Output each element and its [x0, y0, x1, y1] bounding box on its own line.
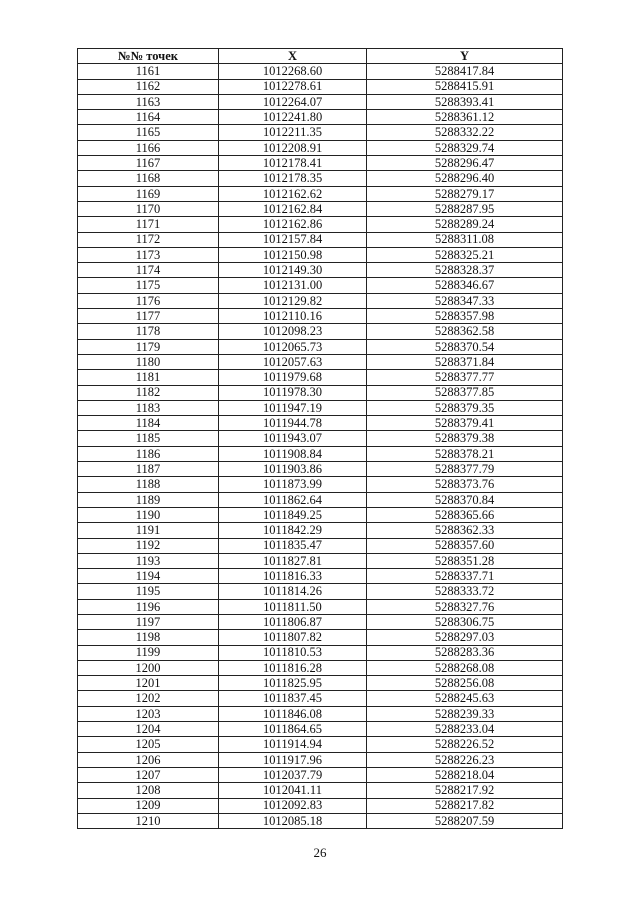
y-cell: 5288296.40 [367, 171, 563, 186]
y-cell: 5288362.58 [367, 324, 563, 339]
x-cell: 1011917.96 [219, 752, 367, 767]
point-number-cell: 1162 [78, 79, 219, 94]
y-cell: 5288357.98 [367, 309, 563, 324]
table-row [78, 584, 563, 599]
x-cell: 1012178.41 [219, 156, 367, 171]
table-row [78, 324, 563, 339]
point-number-cell: 1163 [78, 94, 219, 109]
y-cell: 5288217.82 [367, 798, 563, 813]
y-cell: 5288379.41 [367, 416, 563, 431]
x-cell: 1011811.50 [219, 599, 367, 614]
point-number-cell: 1196 [78, 599, 219, 614]
point-number-cell: 1173 [78, 247, 219, 262]
y-cell: 5288361.12 [367, 110, 563, 125]
table-row [78, 156, 563, 171]
point-number-cell: 1169 [78, 186, 219, 201]
x-cell: 1011814.26 [219, 584, 367, 599]
y-cell: 5288329.74 [367, 140, 563, 155]
point-number-cell: 1188 [78, 477, 219, 492]
y-cell: 5288377.85 [367, 385, 563, 400]
table-row [78, 431, 563, 446]
y-cell: 5288287.95 [367, 201, 563, 216]
point-number-cell: 1187 [78, 462, 219, 477]
point-number-cell: 1195 [78, 584, 219, 599]
y-cell: 5288297.03 [367, 630, 563, 645]
table-row [78, 171, 563, 186]
x-cell: 1011864.65 [219, 722, 367, 737]
y-cell: 5288325.21 [367, 247, 563, 262]
table-row [78, 813, 563, 828]
point-number-cell: 1186 [78, 446, 219, 461]
table-row [78, 722, 563, 737]
y-cell: 5288347.33 [367, 293, 563, 308]
x-cell: 1012241.80 [219, 110, 367, 125]
x-cell: 1011978.30 [219, 385, 367, 400]
point-number-cell: 1185 [78, 431, 219, 446]
point-number-cell: 1207 [78, 767, 219, 782]
table-row [78, 462, 563, 477]
point-number-cell: 1204 [78, 722, 219, 737]
point-number-cell: 1193 [78, 553, 219, 568]
point-number-cell: 1208 [78, 783, 219, 798]
x-cell: 1012131.00 [219, 278, 367, 293]
point-number-cell: 1179 [78, 339, 219, 354]
y-cell: 5288279.17 [367, 186, 563, 201]
table-row [78, 752, 563, 767]
x-cell: 1011816.28 [219, 660, 367, 675]
table-row [78, 416, 563, 431]
x-cell: 1011914.94 [219, 737, 367, 752]
y-cell: 5288351.28 [367, 553, 563, 568]
point-number-cell: 1176 [78, 293, 219, 308]
x-cell: 1012129.82 [219, 293, 367, 308]
point-number-cell: 1170 [78, 201, 219, 216]
x-cell: 1011947.19 [219, 400, 367, 415]
point-number-cell: 1167 [78, 156, 219, 171]
table-row [78, 660, 563, 675]
table-row [78, 706, 563, 721]
table-row [78, 507, 563, 522]
table-row [78, 477, 563, 492]
point-number-cell: 1209 [78, 798, 219, 813]
table-row [78, 523, 563, 538]
x-cell: 1011846.08 [219, 706, 367, 721]
point-number-cell: 1182 [78, 385, 219, 400]
x-cell: 1012162.62 [219, 186, 367, 201]
x-cell: 1011943.07 [219, 431, 367, 446]
x-cell: 1012092.83 [219, 798, 367, 813]
point-number-cell: 1164 [78, 110, 219, 125]
y-cell: 5288378.21 [367, 446, 563, 461]
y-cell: 5288218.04 [367, 767, 563, 782]
table-row [78, 676, 563, 691]
table-row [78, 538, 563, 553]
table-row [78, 737, 563, 752]
x-cell: 1011827.81 [219, 553, 367, 568]
point-number-cell: 1198 [78, 630, 219, 645]
table-row [78, 783, 563, 798]
point-number-cell: 1189 [78, 492, 219, 507]
point-number-cell: 1191 [78, 523, 219, 538]
table-row [78, 553, 563, 568]
x-cell: 1012208.91 [219, 140, 367, 155]
x-cell: 1012037.79 [219, 767, 367, 782]
x-cell: 1012211.35 [219, 125, 367, 140]
x-cell: 1012041.11 [219, 783, 367, 798]
y-cell: 5288415.91 [367, 79, 563, 94]
x-cell: 1011908.84 [219, 446, 367, 461]
x-cell: 1012098.23 [219, 324, 367, 339]
point-number-cell: 1197 [78, 614, 219, 629]
table-row [78, 263, 563, 278]
point-number-cell: 1199 [78, 645, 219, 660]
y-cell: 5288217.92 [367, 783, 563, 798]
x-cell: 1011825.95 [219, 676, 367, 691]
x-cell: 1011873.99 [219, 477, 367, 492]
point-number-cell: 1171 [78, 217, 219, 232]
y-cell: 5288233.04 [367, 722, 563, 737]
table-row [78, 400, 563, 415]
point-number-cell: 1205 [78, 737, 219, 752]
x-cell: 1012085.18 [219, 813, 367, 828]
x-cell: 1011979.68 [219, 370, 367, 385]
point-number-cell: 1206 [78, 752, 219, 767]
point-number-cell: 1201 [78, 676, 219, 691]
y-cell: 5288377.79 [367, 462, 563, 477]
y-cell: 5288377.77 [367, 370, 563, 385]
x-cell: 1011816.33 [219, 569, 367, 584]
table-row [78, 79, 563, 94]
x-cell: 1012057.63 [219, 354, 367, 369]
table-row [78, 798, 563, 813]
x-cell: 1012162.84 [219, 201, 367, 216]
point-number-cell: 1183 [78, 400, 219, 415]
table-row [78, 64, 563, 79]
point-number-cell: 1190 [78, 507, 219, 522]
y-cell: 5288226.23 [367, 752, 563, 767]
table-row [78, 309, 563, 324]
table-row [78, 645, 563, 660]
y-cell: 5288417.84 [367, 64, 563, 79]
table-row [78, 385, 563, 400]
y-cell: 5288379.35 [367, 400, 563, 415]
page-number: 26 [313, 845, 327, 860]
y-cell: 5288332.22 [367, 125, 563, 140]
point-number-cell: 1168 [78, 171, 219, 186]
table-row [78, 293, 563, 308]
y-cell: 5288226.52 [367, 737, 563, 752]
point-number-cell: 1166 [78, 140, 219, 155]
table-row [78, 630, 563, 645]
point-number-cell: 1174 [78, 263, 219, 278]
y-cell: 5288365.66 [367, 507, 563, 522]
point-number-cell: 1180 [78, 354, 219, 369]
y-cell: 5288362.33 [367, 523, 563, 538]
table-row [78, 569, 563, 584]
table-row [78, 110, 563, 125]
point-number-cell: 1165 [78, 125, 219, 140]
table-row [78, 354, 563, 369]
point-number-cell: 1203 [78, 706, 219, 721]
table-row [78, 94, 563, 109]
x-cell: 1012264.07 [219, 94, 367, 109]
x-cell: 1011807.82 [219, 630, 367, 645]
header-point-number: №№ точек [78, 49, 219, 64]
y-cell: 5288311.08 [367, 232, 563, 247]
y-cell: 5288379.38 [367, 431, 563, 446]
point-number-cell: 1178 [78, 324, 219, 339]
x-cell: 1011835.47 [219, 538, 367, 553]
point-number-cell: 1200 [78, 660, 219, 675]
y-cell: 5288393.41 [367, 94, 563, 109]
point-number-cell: 1175 [78, 278, 219, 293]
x-cell: 1012065.73 [219, 339, 367, 354]
table-row [78, 247, 563, 262]
x-cell: 1012162.86 [219, 217, 367, 232]
x-cell: 1012278.61 [219, 79, 367, 94]
table-row [78, 599, 563, 614]
point-number-cell: 1177 [78, 309, 219, 324]
point-number-cell: 1194 [78, 569, 219, 584]
x-cell: 1011810.53 [219, 645, 367, 660]
y-cell: 5288296.47 [367, 156, 563, 171]
table-row [78, 201, 563, 216]
x-cell: 1011903.86 [219, 462, 367, 477]
x-cell: 1012150.98 [219, 247, 367, 262]
y-cell: 5288370.54 [367, 339, 563, 354]
x-cell: 1012149.30 [219, 263, 367, 278]
point-number-cell: 1192 [78, 538, 219, 553]
y-cell: 5288283.36 [367, 645, 563, 660]
point-number-cell: 1181 [78, 370, 219, 385]
y-cell: 5288346.67 [367, 278, 563, 293]
table-row [78, 125, 563, 140]
table-row [78, 614, 563, 629]
table-row [78, 691, 563, 706]
y-cell: 5288327.76 [367, 599, 563, 614]
table-row [78, 492, 563, 507]
y-cell: 5288370.84 [367, 492, 563, 507]
table-header-row [78, 49, 563, 64]
table-row [78, 278, 563, 293]
point-number-cell: 1161 [78, 64, 219, 79]
table-row [78, 140, 563, 155]
y-cell: 5288289.24 [367, 217, 563, 232]
y-cell: 5288239.33 [367, 706, 563, 721]
header-x: X [219, 49, 367, 64]
x-cell: 1011944.78 [219, 416, 367, 431]
y-cell: 5288357.60 [367, 538, 563, 553]
table-row [78, 446, 563, 461]
y-cell: 5288245.63 [367, 691, 563, 706]
y-cell: 5288333.72 [367, 584, 563, 599]
x-cell: 1011806.87 [219, 614, 367, 629]
point-number-cell: 1184 [78, 416, 219, 431]
point-number-cell: 1202 [78, 691, 219, 706]
x-cell: 1011842.29 [219, 523, 367, 538]
x-cell: 1012268.60 [219, 64, 367, 79]
y-cell: 5288337.71 [367, 569, 563, 584]
table-row [78, 186, 563, 201]
table-row [78, 232, 563, 247]
x-cell: 1011862.64 [219, 492, 367, 507]
table-row [78, 339, 563, 354]
x-cell: 1011837.45 [219, 691, 367, 706]
header-y: Y [367, 49, 563, 64]
y-cell: 5288207.59 [367, 813, 563, 828]
table-body [78, 64, 563, 829]
coordinates-table [77, 48, 563, 829]
table-row [78, 370, 563, 385]
x-cell: 1012178.35 [219, 171, 367, 186]
point-number-cell: 1210 [78, 813, 219, 828]
point-number-cell: 1172 [78, 232, 219, 247]
table-row [78, 217, 563, 232]
y-cell: 5288371.84 [367, 354, 563, 369]
x-cell: 1011849.25 [219, 507, 367, 522]
y-cell: 5288328.37 [367, 263, 563, 278]
y-cell: 5288373.76 [367, 477, 563, 492]
y-cell: 5288306.75 [367, 614, 563, 629]
y-cell: 5288256.08 [367, 676, 563, 691]
x-cell: 1012110.16 [219, 309, 367, 324]
table-row [78, 767, 563, 782]
x-cell: 1012157.84 [219, 232, 367, 247]
y-cell: 5288268.08 [367, 660, 563, 675]
